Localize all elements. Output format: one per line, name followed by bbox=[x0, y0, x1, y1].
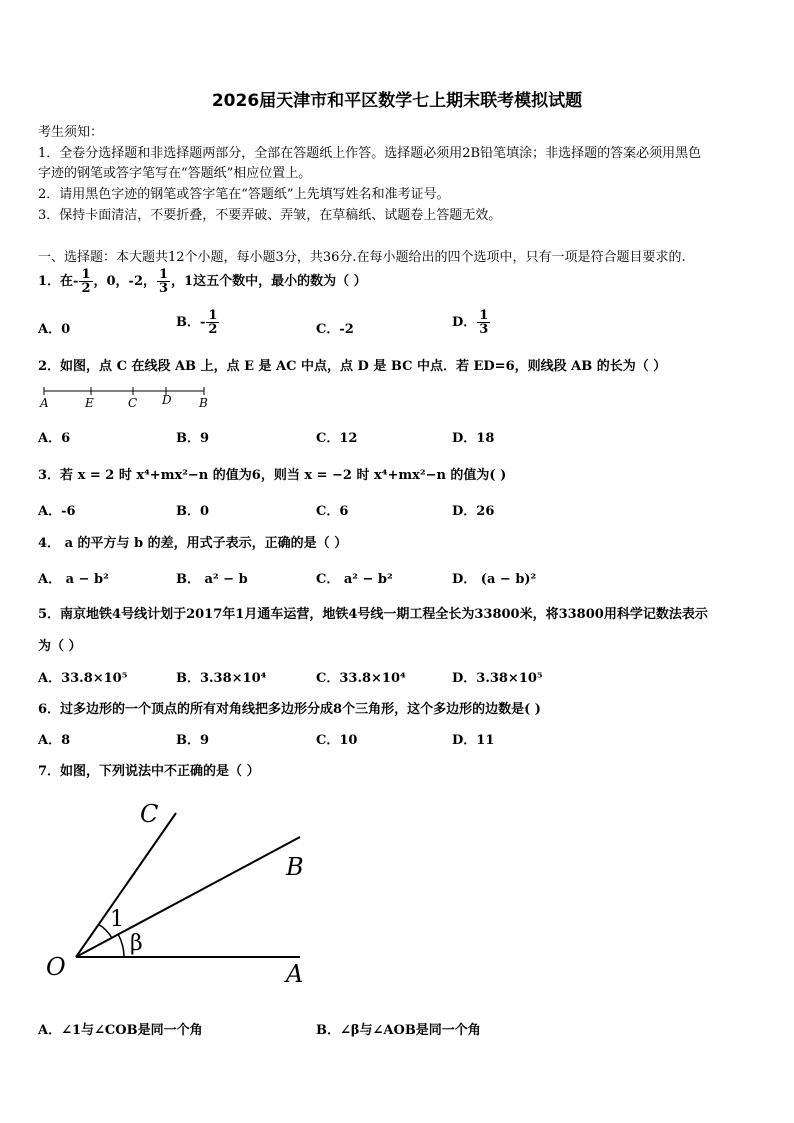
q6-option-a: A．8 bbox=[38, 733, 71, 748]
q5-option-c: C．33.8×10⁴ bbox=[316, 671, 406, 686]
q4-option-b: B． a² − b bbox=[176, 572, 248, 587]
angle-diagram bbox=[38, 790, 328, 1000]
section-heading: 一、选择题：本大题共12个小题，每小题3分，共36分.在每小题给出的四个选项中，只有一项是符合题目要求的. bbox=[38, 250, 686, 265]
q5-option-d: D．3.38×10⁵ bbox=[452, 671, 543, 686]
point-label-c: C bbox=[128, 396, 138, 410]
q6-option-d: D．11 bbox=[452, 733, 495, 748]
point-label-b: B bbox=[199, 396, 208, 410]
notice-item-3: 3．保持卡面清洁，不要折叠，不要弄破、弄皱，在草稿纸、试题卷上答题无效。 bbox=[38, 208, 502, 223]
q4-option-c: C． a² − b² bbox=[316, 572, 393, 587]
q3-option-d: D．26 bbox=[452, 504, 495, 519]
angle-label-1: 1 bbox=[110, 907, 124, 932]
q2-option-d: D．18 bbox=[452, 431, 495, 446]
q6-option-b: B．9 bbox=[176, 733, 210, 748]
q5-option-b: B．3.38×10⁴ bbox=[176, 671, 267, 686]
q2-option-c: C．12 bbox=[316, 431, 358, 446]
point-label-a: A bbox=[40, 396, 49, 410]
vertex-label-o: O bbox=[46, 953, 66, 981]
angle-label-beta: β bbox=[130, 931, 143, 956]
q4-option-d: D． (a − b)² bbox=[452, 572, 537, 587]
fraction: $\frac{1}{2}$ bbox=[81, 267, 91, 296]
q1-option-c: C．-2 bbox=[316, 322, 354, 337]
q2-option-b: B．9 bbox=[176, 431, 210, 446]
segment-diagram bbox=[36, 384, 216, 410]
notice-item-1-cont: 字迹的钢笔或答字笔写在“答题纸”相应位置上。 bbox=[38, 166, 312, 181]
q2-option-a: A．6 bbox=[38, 431, 71, 446]
q1-option-b: B．- $\frac{1}{2}$ bbox=[176, 308, 218, 337]
ray-label-c: C bbox=[140, 800, 159, 828]
question-7: 7．如图，下列说法中不正确的是（ ） bbox=[38, 764, 260, 779]
fraction: $\frac{1}{3}$ bbox=[159, 267, 169, 296]
q1-option-d: D． $\frac{1}{3}$ bbox=[452, 308, 489, 337]
q7-option-b: B．∠β与∠AOB是同一个角 bbox=[316, 1023, 481, 1038]
q3-option-c: C．6 bbox=[316, 504, 349, 519]
notice-item-2: 2．请用黑色字迹的钢笔或答字笔在“答题纸”上先填写姓名和准考证号。 bbox=[38, 187, 450, 202]
q7-option-a: A．∠1与∠COB是同一个角 bbox=[38, 1023, 203, 1038]
question-5-cont: 为（ ） bbox=[38, 639, 82, 654]
q4-option-a: A． a − b² bbox=[38, 572, 109, 587]
q1-option-a: A．0 bbox=[38, 322, 71, 337]
point-label-d: D bbox=[162, 393, 172, 407]
question-3: 3．若 x = 2 时 x⁴+mx²−n 的值为6，则当 x = −2 时 x⁴+mx²−n 的值为( ) bbox=[38, 468, 507, 483]
ray-label-a: A bbox=[286, 960, 304, 988]
point-label-e: E bbox=[85, 396, 94, 410]
question-2: 2．如图，点 C 在线段 AB 上，点 E 是 AC 中点，点 D 是 BC 中点．若 ED=6，则线段 AB 的长为（ ） bbox=[38, 359, 667, 374]
question-6: 6．过多边形的一个顶点的所有对角线把多边形分成8个三角形，这个多边形的边数是( ) bbox=[38, 702, 541, 717]
q3-option-b: B．0 bbox=[176, 504, 210, 519]
notice-heading: 考生须知： bbox=[38, 125, 104, 140]
question-1: 1．在- $\frac{1}{2}$ ，0，-2， $\frac{1}{3}$ ，1这五个数中，最小的数为（ ） bbox=[38, 267, 367, 296]
question-4: 4． a 的平方与 b 的差，用式子表示，正确的是（ ） bbox=[38, 536, 348, 551]
question-5: 5．南京地铁4号线计划于2017年1月通车运营，地铁4号线一期工程全长为33800米，将33800用科学记数法表示 bbox=[38, 607, 708, 622]
q5-option-a: A．33.8×10⁵ bbox=[38, 671, 128, 686]
notice-item-1: 1．全卷分选择题和非选择题两部分，全部在答题纸上作答。选择题必须用2B铅笔填涂；非选择题的答案必须用黑色 bbox=[38, 146, 702, 161]
q3-option-a: A．-6 bbox=[38, 504, 76, 519]
page-title: 2026届天津市和平区数学七上期末联考模拟试题 bbox=[211, 91, 583, 111]
ray-label-b: B bbox=[286, 853, 304, 881]
q6-option-c: C．10 bbox=[316, 733, 358, 748]
